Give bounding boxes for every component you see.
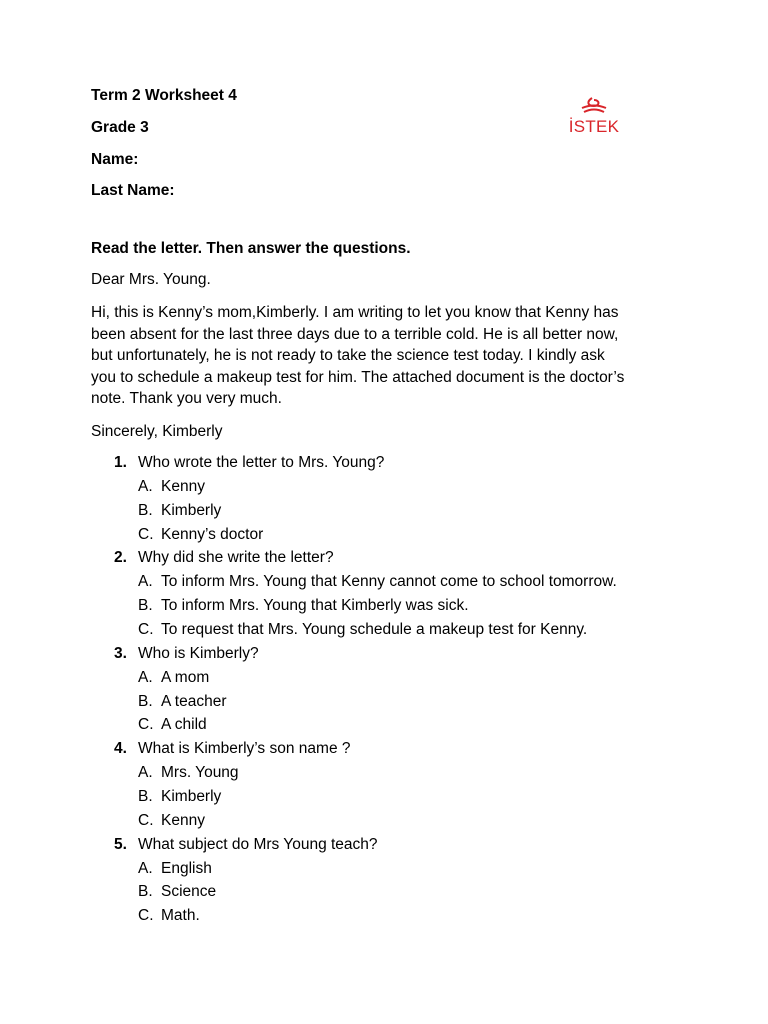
- answer-option: [0, 477, 768, 501]
- letter-line: Hi, this is Kenny’s mom,Kimberly. I am writing to let you know that Kenny has: [91, 304, 619, 321]
- question-2: [0, 548, 768, 643]
- option-letter: C.: [138, 620, 154, 638]
- answer-option: [0, 882, 768, 906]
- question-5: [0, 835, 768, 930]
- option-text: A teacher: [161, 692, 227, 710]
- letter-greeting: Dear Mrs. Young.: [91, 271, 211, 288]
- option-text: Kenny’s doctor: [161, 525, 264, 543]
- answer-option: [0, 859, 768, 883]
- option-text: Kimberly: [161, 501, 222, 519]
- answer-option: [0, 763, 768, 787]
- question-1: [0, 453, 768, 548]
- option-letter: B.: [138, 787, 153, 805]
- answer-option: [0, 596, 768, 620]
- option-text: A child: [161, 716, 207, 734]
- answer-option: [0, 620, 768, 644]
- question-text: Who is Kimberly?: [138, 644, 259, 662]
- answer-option: [0, 787, 768, 811]
- istek-logo: [562, 94, 626, 136]
- question-number: 4.: [114, 740, 127, 758]
- letter-line: been absent for the last three days due to a terrible cold. He is all better now,: [91, 325, 619, 343]
- letter-line: note. Thank you very much.: [91, 390, 282, 408]
- option-text: To request that Mrs. Young schedule a makeup test for Kenny.: [161, 620, 588, 638]
- option-letter: B.: [138, 883, 153, 901]
- option-text: To inform Mrs. Young that Kenny cannot come to school tomorrow.: [161, 573, 617, 591]
- letter-line: you to schedule a makeup test for him. The attached document is the doctor’s: [91, 368, 625, 386]
- question-text: Why did she write the letter?: [138, 549, 334, 567]
- option-text: To inform Mrs. Young that Kimberly was sick.: [161, 597, 469, 615]
- option-letter: A.: [138, 859, 153, 877]
- grade-label: Grade 3: [91, 119, 149, 136]
- option-letter: A.: [138, 668, 153, 686]
- question-number: 5.: [114, 835, 127, 853]
- letter-body: [91, 302, 676, 410]
- answer-option: [0, 572, 768, 596]
- answer-option: [0, 906, 768, 930]
- question-text: Who wrote the letter to Mrs. Young?: [138, 454, 385, 471]
- answer-option: [0, 692, 768, 716]
- option-text: A mom: [161, 668, 210, 686]
- question-list: [0, 453, 768, 930]
- option-letter: A.: [138, 764, 153, 782]
- question-number: 3.: [114, 644, 127, 662]
- name-label: Name:: [91, 151, 139, 168]
- option-letter: C.: [138, 525, 154, 543]
- letter-closing: Sincerely, Kimberly: [91, 423, 223, 440]
- option-text: Mrs. Young: [161, 764, 239, 782]
- svg-text:İSTEK: İSTEK: [568, 117, 620, 136]
- option-letter: B.: [138, 597, 153, 615]
- option-letter: B.: [138, 501, 153, 519]
- option-letter: A.: [138, 478, 153, 495]
- question-3: [0, 644, 768, 739]
- option-letter: C.: [138, 811, 154, 829]
- last-name-label: Last Name:: [91, 182, 175, 199]
- option-text: Kenny: [161, 478, 205, 495]
- answer-option: [0, 668, 768, 692]
- worksheet-title: Term 2 Worksheet 4: [91, 87, 237, 104]
- option-letter: C.: [138, 716, 154, 734]
- question-number: 2.: [114, 549, 127, 567]
- instructions: Read the letter. Then answer the questions.: [91, 240, 411, 257]
- question-text: What is Kimberly’s son name ?: [138, 740, 351, 758]
- option-text: Science: [161, 883, 217, 901]
- option-letter: C.: [138, 907, 154, 925]
- letter-line: but unfortunately, he is not ready to take the science test today. I kindly ask: [91, 347, 605, 365]
- option-letter: A.: [138, 573, 153, 591]
- option-text: English: [161, 859, 212, 877]
- answer-option: [0, 811, 768, 835]
- option-letter: B.: [138, 692, 153, 710]
- answer-option: [0, 715, 768, 739]
- question-text: What subject do Mrs Young teach?: [138, 835, 378, 853]
- answer-option: [0, 525, 768, 549]
- option-text: Math.: [161, 907, 200, 925]
- answer-option: [0, 501, 768, 525]
- question-4: [0, 739, 768, 834]
- option-text: Kenny: [161, 811, 205, 829]
- question-number: 1.: [114, 454, 127, 471]
- option-text: Kimberly: [161, 787, 222, 805]
